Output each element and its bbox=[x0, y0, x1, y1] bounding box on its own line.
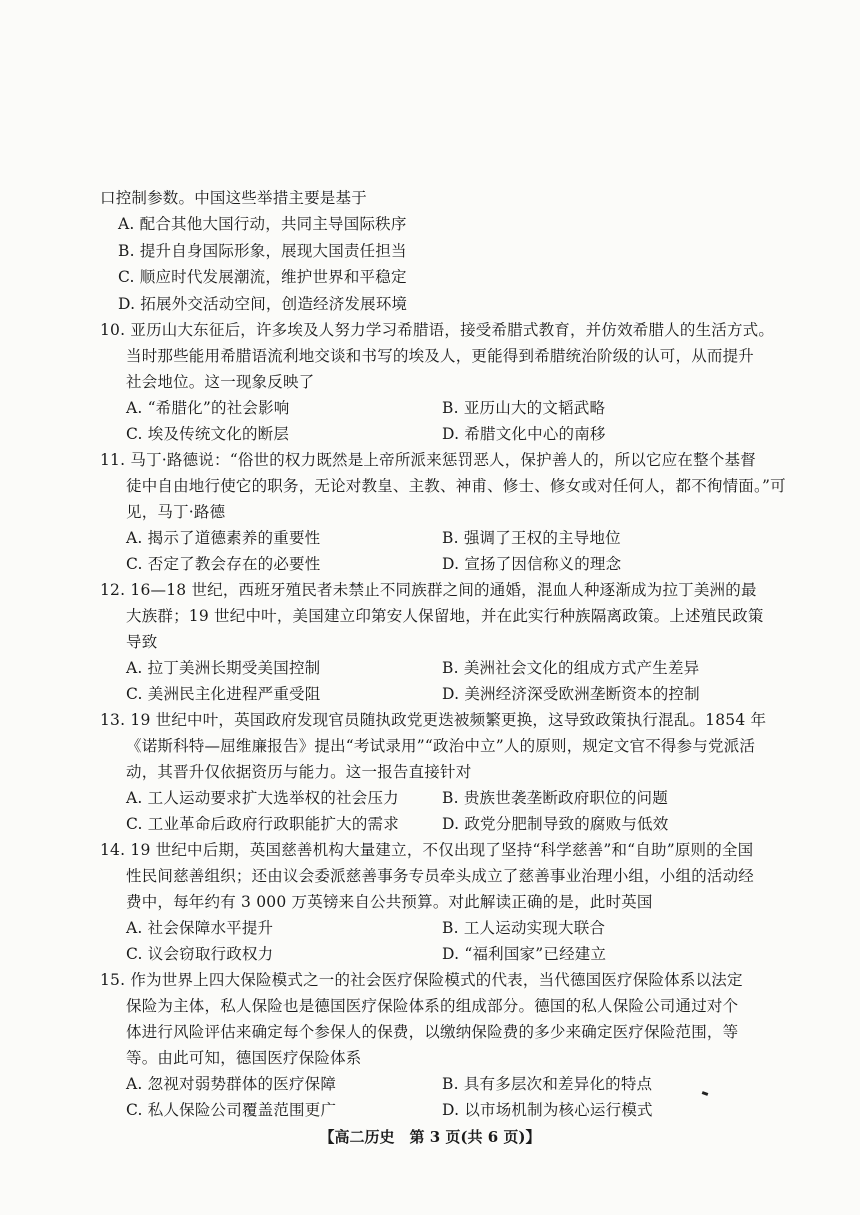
q15-option-a: A. 忽视对弱势群体的医疗保障 bbox=[126, 1075, 337, 1093]
q12-stem-line-3: 导致 bbox=[126, 633, 158, 651]
q13-stem-line-2: 《诺斯科特—屈维廉报告》提出“考试录用”“政治中立”人的原则，规定文官不得参与党派活 bbox=[126, 737, 756, 755]
q11-option-a: A. 揭示了道德素养的重要性 bbox=[126, 529, 321, 547]
q11-stem-line-1: 11. 马丁·路德说：“俗世的权力既然是上帝所派来惩罚恶人，保护善人的，所以它应在整个基督 bbox=[100, 451, 756, 469]
q12-option-d: D. 美洲经济深受欧洲垄断资本的控制 bbox=[442, 685, 700, 703]
q15-stem-line-4: 等。由此可知，德国医疗保险体系 bbox=[126, 1049, 362, 1067]
q10-option-d: D. 希腊文化中心的南移 bbox=[442, 425, 606, 443]
q15-stem-line-3: 体进行风险评估来确定每个参保人的保费，以缴纳保险费的多少来确定医疗保险范围，等 bbox=[126, 1023, 739, 1041]
q15-option-d: D. 以市场机制为核心运行模式 bbox=[442, 1101, 653, 1119]
q9-option-a: A. 配合其他大国行动，共同主导国际秩序 bbox=[118, 215, 407, 233]
q12-stem-line-1: 12. 16—18 世纪，西班牙殖民者未禁止不同族群之间的通婚，混血人种逐渐成为拉丁美洲的最 bbox=[100, 581, 757, 599]
q10-option-a: A. “希腊化”的社会影响 bbox=[126, 399, 290, 417]
q14-stem-line-1: 14. 19 世纪中后期，英国慈善机构大量建立，不仅出现了坚持“科学慈善”和“自助”原则的全国 bbox=[100, 841, 754, 859]
q15-option-b: B. 具有多层次和差异化的特点 bbox=[442, 1075, 653, 1093]
q13-stem-line-1: 13. 19 世纪中叶，英国政府发现官员随执政党更迭被频繁更换，这导致政策执行混乱。1854 年 bbox=[100, 711, 767, 729]
q13-option-c: C. 工业革命后政府行政职能扩大的需求 bbox=[126, 815, 399, 833]
q15-stem-line-2: 保险为主体，私人保险也是德国医疗保险体系的组成部分。德国的私人保险公司通过对个 bbox=[126, 997, 739, 1015]
q10-stem-line-3: 社会地位。这一现象反映了 bbox=[126, 373, 315, 391]
q14-option-c: C. 议会窃取行政权力 bbox=[126, 945, 274, 963]
q9-option-d: D. 拓展外交活动空间，创造经济发展环境 bbox=[118, 295, 408, 313]
q11-stem-line-3: 见，马丁·路德 bbox=[126, 503, 226, 521]
q14-option-a: A. 社会保障水平提升 bbox=[126, 919, 274, 937]
q12-option-a: A. 拉丁美洲长期受美国控制 bbox=[126, 659, 321, 677]
q14-option-b: B. 工人运动实现大联合 bbox=[442, 919, 606, 937]
q11-option-d: D. 宣扬了因信称义的理念 bbox=[442, 555, 622, 573]
q13-option-d: D. 政党分肥制导致的腐败与低效 bbox=[442, 815, 669, 833]
q11-option-c: C. 否定了教会存在的必要性 bbox=[126, 555, 321, 573]
q9-option-b: B. 提升自身国际形象，展现大国责任担当 bbox=[118, 242, 407, 260]
q9-option-c: C. 顺应时代发展潮流，维护世界和平稳定 bbox=[118, 268, 407, 286]
q9-stem-continuation: 口控制参数。中国这些举措主要是基于 bbox=[100, 189, 367, 207]
q13-option-b: B. 贵族世袭垄断政府职位的问题 bbox=[442, 789, 668, 807]
q15-stem-line-1: 15. 作为世界上四大保险模式之一的社会医疗保险模式的代表，当代德国医疗保险体系以法定 bbox=[100, 971, 743, 989]
q11-option-b: B. 强调了王权的主导地位 bbox=[442, 529, 621, 547]
q10-option-b: B. 亚历山大的文韬武略 bbox=[442, 399, 606, 417]
q10-option-c: C. 埃及传统文化的断层 bbox=[126, 425, 290, 443]
q12-option-b: B. 美洲社会文化的组成方式产生差异 bbox=[442, 659, 700, 677]
stray-ink-mark bbox=[702, 1091, 709, 1096]
q11-stem-line-2: 徒中自由地行使它的职务，无论对教皇、主教、神甫、修士、修女或对任何人，都不徇情面。”可 bbox=[126, 477, 786, 495]
q12-option-c: C. 美洲民主化进程严重受阻 bbox=[126, 685, 321, 703]
q10-stem-line-2: 当时那些能用希腊语流利地交谈和书写的埃及人，更能得到希腊统治阶级的认可，从而提升 bbox=[126, 347, 755, 365]
q14-option-d: D. “福利国家”已经建立 bbox=[442, 945, 607, 963]
q14-stem-line-2: 性民间慈善组织；还由议会委派慈善事务专员牵头成立了慈善事业治理小组，小组的活动经 bbox=[126, 867, 755, 885]
page-footer: 【高二历史 第 3 页(共 6 页)】 bbox=[319, 1128, 541, 1146]
q15-option-c: C. 私人保险公司覆盖范围更广 bbox=[126, 1101, 337, 1119]
q13-option-a: A. 工人运动要求扩大选举权的社会压力 bbox=[126, 789, 399, 807]
q10-stem-line-1: 10. 亚历山大东征后，许多埃及人努力学习希腊语，接受希腊式教育，并仿效希腊人的生活方式。 bbox=[100, 321, 775, 339]
q12-stem-line-2: 大族群；19 世纪中叶，美国建立印第安人保留地，并在此实行种族隔离政策。上述殖民政策 bbox=[126, 607, 764, 625]
q14-stem-line-3: 费中，每年约有 3 000 万英镑来自公共预算。对此解读正确的是，此时英国 bbox=[126, 893, 653, 911]
q13-stem-line-3: 动，其晋升仅依据资历与能力。这一报告直接针对 bbox=[126, 763, 472, 781]
